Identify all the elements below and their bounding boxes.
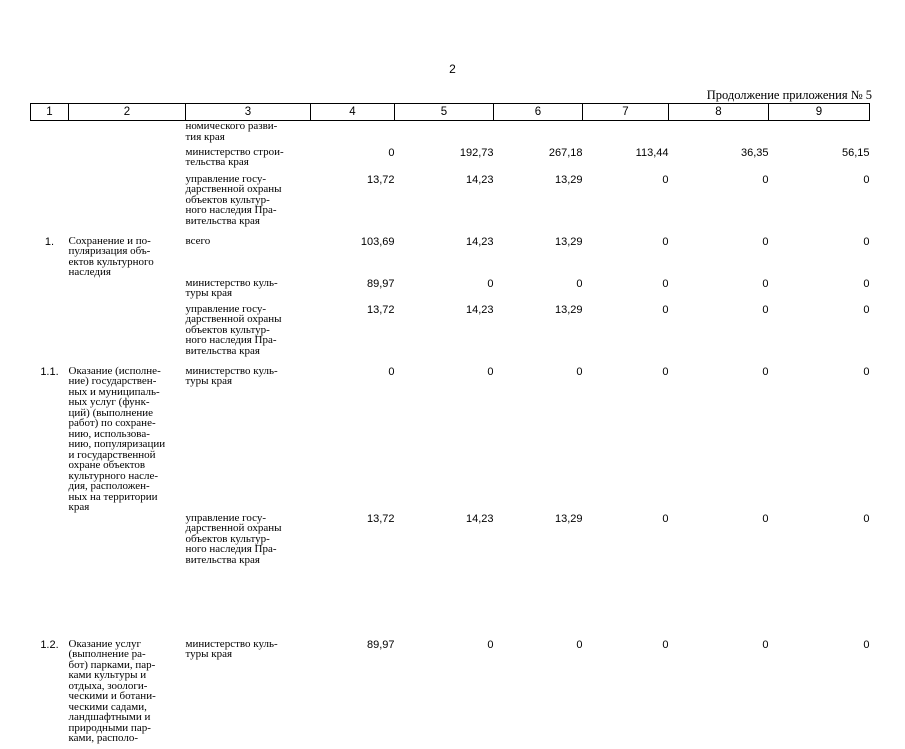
value-cell: 192,73 bbox=[459, 146, 494, 159]
activity-name bbox=[69, 278, 186, 304]
value-cell: 0 bbox=[487, 277, 494, 290]
value-cell: 89,97 bbox=[366, 277, 395, 290]
activity-name-line: отдыха, зоологи- bbox=[68, 679, 148, 692]
executor bbox=[186, 121, 311, 147]
activity-name-line: ками культуры и bbox=[68, 669, 147, 681]
executor-line: министерство куль- bbox=[185, 364, 278, 377]
activity-name bbox=[69, 236, 186, 278]
activity-name-line: ных и муниципаль- bbox=[68, 385, 160, 398]
activity-name-line: наследия bbox=[68, 266, 111, 278]
activity-name-line: охране объектов bbox=[68, 459, 146, 471]
activity-name-line: (выполнение ра- bbox=[68, 648, 146, 660]
activity-name bbox=[69, 147, 186, 174]
value-cell: 13,72 bbox=[366, 173, 395, 186]
activity-name-line: края bbox=[68, 501, 90, 513]
value-cell: 13,29 bbox=[554, 235, 583, 248]
executor bbox=[186, 513, 311, 639]
value-cell: 0 bbox=[762, 173, 769, 186]
value-cell: 0 bbox=[662, 235, 669, 248]
table-row bbox=[31, 366, 870, 513]
value-cell: 0 bbox=[388, 365, 395, 378]
value-cell bbox=[311, 121, 395, 147]
activity-name-line: дия, расположен- bbox=[68, 480, 150, 492]
row-number bbox=[31, 304, 69, 366]
executor-line: дарственной охраны bbox=[185, 522, 282, 534]
value-cell: 113,44 bbox=[635, 146, 669, 159]
activity-name-line: пуляризация объ- bbox=[68, 245, 151, 257]
value-cell: 14,23 bbox=[465, 303, 494, 316]
value-cell: 0 bbox=[762, 638, 769, 651]
value-cell: 0 bbox=[576, 365, 583, 378]
header-cell: 3 bbox=[186, 104, 311, 121]
activity-name-line: ландшафтными и bbox=[68, 711, 151, 723]
header-cell: 6 bbox=[494, 104, 583, 121]
row-number: 1. bbox=[44, 235, 55, 248]
value-cell: 0 bbox=[762, 512, 769, 525]
row-number bbox=[31, 278, 69, 304]
activity-name bbox=[69, 366, 186, 513]
row-number bbox=[31, 513, 69, 639]
executor-line: министерство строи- bbox=[185, 145, 284, 158]
header-cell: 9 bbox=[769, 104, 870, 121]
value-cell: 0 bbox=[576, 638, 583, 651]
executor-line: объектов культур- bbox=[185, 193, 270, 206]
executor-line: туры края bbox=[185, 648, 233, 660]
activity-name-line: работ) по сохране- bbox=[68, 417, 156, 429]
table-row bbox=[31, 121, 870, 147]
activity-name-line: Оказание (исполне- bbox=[68, 364, 161, 377]
value-cell: 14,23 bbox=[465, 173, 494, 186]
activity-name-line: ками, располо- bbox=[68, 732, 139, 744]
value-cell: 13,29 bbox=[554, 303, 583, 316]
value-cell: 267,18 bbox=[548, 146, 583, 159]
header-cell: 1 bbox=[31, 104, 69, 121]
value-cell: 0 bbox=[662, 365, 669, 378]
table-row bbox=[31, 304, 870, 366]
value-cell bbox=[769, 121, 870, 147]
table-row bbox=[31, 236, 870, 278]
activity-name-line: ческими и ботани- bbox=[68, 690, 156, 702]
executor-line: всего bbox=[185, 234, 211, 247]
header-cell: 4 bbox=[311, 104, 395, 121]
executor-line: ного наследия Пра- bbox=[185, 543, 277, 555]
value-cell bbox=[669, 121, 769, 147]
executor-line: тия края bbox=[185, 130, 225, 143]
executor-line: объектов культур- bbox=[185, 323, 270, 336]
executor-line: управление госу- bbox=[185, 172, 267, 185]
header-row bbox=[31, 104, 870, 121]
value-cell: 0 bbox=[762, 277, 769, 290]
executor-line: ного наследия Пра- bbox=[185, 204, 277, 216]
value-cell: 13,29 bbox=[554, 173, 583, 186]
value-cell: 0 bbox=[863, 303, 870, 316]
executor-line: объектов культур- bbox=[185, 532, 270, 545]
activity-name-line: Сохранение и по- bbox=[68, 234, 151, 247]
value-cell: 0 bbox=[863, 173, 870, 186]
value-cell: 0 bbox=[662, 512, 669, 525]
row-number: 1.2. bbox=[40, 638, 59, 651]
executor-line: управление госу- bbox=[185, 302, 267, 315]
executor bbox=[186, 366, 311, 513]
executor-line: дарственной охраны bbox=[185, 183, 282, 195]
value-cell: 0 bbox=[762, 365, 769, 378]
executor-line: дарственной охраны bbox=[185, 313, 282, 325]
table-row bbox=[31, 174, 870, 236]
value-cell: 0 bbox=[662, 638, 669, 651]
table-row bbox=[31, 513, 870, 639]
value-cell: 0 bbox=[863, 235, 870, 248]
executor bbox=[186, 278, 311, 304]
activity-name-line: ных услуг (функ- bbox=[68, 396, 150, 408]
value-cell: 0 bbox=[863, 277, 870, 290]
value-cell: 0 bbox=[388, 146, 395, 159]
executor-line: вительства края bbox=[185, 344, 260, 357]
activity-name-line: Оказание услуг bbox=[68, 637, 142, 650]
value-cell: 0 bbox=[863, 365, 870, 378]
header-cell: 8 bbox=[669, 104, 769, 121]
value-cell bbox=[494, 121, 583, 147]
executor-line: туры края bbox=[185, 375, 233, 387]
activity-name-line: ние) государствен- bbox=[68, 375, 157, 387]
activity-name-line: и государственной bbox=[68, 448, 156, 461]
value-cell: 56,15 bbox=[841, 146, 870, 159]
executor-line: управление госу- bbox=[185, 511, 267, 524]
activity-name-line: ектов культурного bbox=[68, 255, 154, 268]
executor-line: ного наследия Пра- bbox=[185, 334, 277, 346]
activity-name-line: ческими садами, bbox=[68, 700, 147, 713]
activity-name-line: нию, использова- bbox=[68, 427, 150, 440]
activity-name-line: бот) парками, пар- bbox=[68, 658, 156, 671]
header-cell: 7 bbox=[583, 104, 669, 121]
executor-line: вительства края bbox=[185, 214, 260, 227]
header-cell: 5 bbox=[395, 104, 494, 121]
table-row bbox=[31, 147, 870, 174]
value-cell: 0 bbox=[487, 365, 494, 378]
value-cell: 13,72 bbox=[366, 512, 395, 525]
continuation-label: Продолжение приложения № 5 bbox=[706, 88, 872, 102]
activity-name bbox=[69, 121, 186, 147]
value-cell: 14,23 bbox=[465, 512, 494, 525]
executor-line: министерство куль- bbox=[185, 276, 278, 289]
value-cell: 36,35 bbox=[740, 146, 769, 159]
row-number: 1.1. bbox=[40, 365, 59, 378]
activity-name bbox=[69, 513, 186, 639]
activity-name-line: нию, популяризации bbox=[68, 438, 166, 450]
activity-name bbox=[69, 174, 186, 236]
budget-table bbox=[30, 103, 870, 749]
value-cell: 103,69 bbox=[360, 235, 395, 248]
table-row bbox=[31, 278, 870, 304]
value-cell: 14,23 bbox=[465, 235, 494, 248]
activity-name-line: природными пар- bbox=[68, 721, 151, 734]
executor-line: вительства края bbox=[185, 553, 260, 566]
executor-line: номического разви- bbox=[185, 120, 278, 132]
table-row bbox=[31, 639, 870, 749]
value-cell: 0 bbox=[762, 235, 769, 248]
value-cell: 0 bbox=[662, 277, 669, 290]
value-cell: 89,97 bbox=[366, 638, 395, 651]
value-cell: 13,72 bbox=[366, 303, 395, 316]
row-number bbox=[31, 174, 69, 236]
executor bbox=[186, 147, 311, 174]
row-number bbox=[31, 121, 69, 147]
value-cell: 0 bbox=[863, 638, 870, 651]
activity-name-line: ных на территории bbox=[68, 490, 158, 503]
executor-line: туры края bbox=[185, 287, 233, 299]
executor-line: тельства края bbox=[185, 156, 249, 168]
executor bbox=[186, 304, 311, 366]
header-cell: 2 bbox=[69, 104, 186, 121]
value-cell: 0 bbox=[762, 303, 769, 316]
value-cell: 0 bbox=[662, 303, 669, 316]
value-cell bbox=[395, 121, 494, 147]
executor bbox=[186, 236, 311, 278]
value-cell: 0 bbox=[863, 512, 870, 525]
value-cell: 0 bbox=[487, 638, 494, 651]
value-cell bbox=[583, 121, 669, 147]
activity-name-line: культурного насле- bbox=[68, 469, 159, 482]
value-cell: 0 bbox=[662, 173, 669, 186]
executor-line: министерство куль- bbox=[185, 637, 278, 650]
value-cell: 0 bbox=[576, 277, 583, 290]
row-number bbox=[31, 147, 69, 174]
value-cell: 13,29 bbox=[554, 512, 583, 525]
activity-name-line: ций) (выполнение bbox=[68, 406, 153, 419]
executor bbox=[186, 639, 311, 749]
page-number: 2 bbox=[449, 62, 456, 76]
activity-name bbox=[69, 304, 186, 366]
activity-name bbox=[69, 639, 186, 749]
executor bbox=[186, 174, 311, 236]
